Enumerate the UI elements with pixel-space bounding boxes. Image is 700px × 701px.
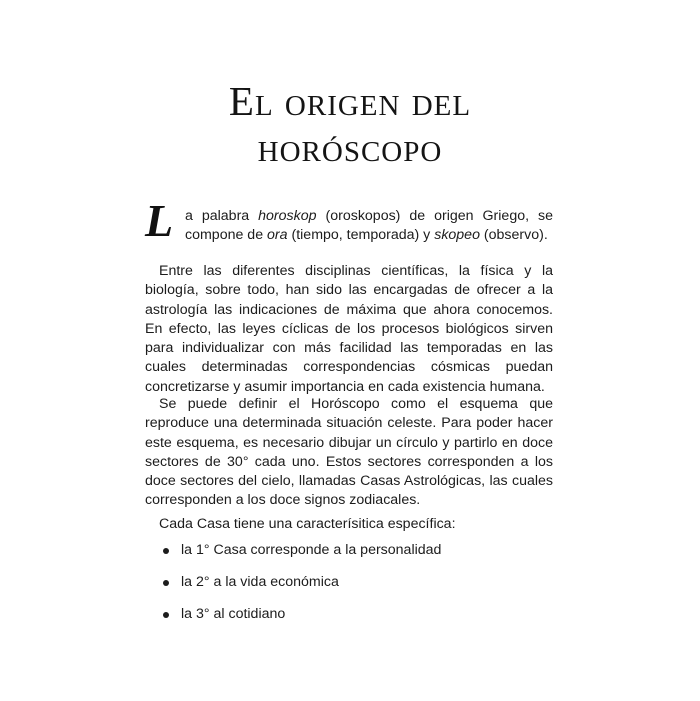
bullet-icon [163, 548, 169, 554]
list-item [160, 573, 540, 592]
intro-text-mid1: (oroskopos) de origen Griego, se compone de [185, 208, 553, 244]
bullet-icon [163, 612, 169, 618]
list-item [160, 605, 540, 624]
list-item-text: la 2° a la vida económica [181, 574, 339, 590]
intro-paragraph [145, 195, 553, 246]
paragraph-disciplines: Entre las diferentes disciplinas científicas, la física y la biología, sobre todo, han sido las encargadas de ofrecer a la astrología las indicaciones de máxima que ahora conocemos. En efecto, las leyes cíclicas de los procesos biológicos sirven para individualizar con más facilidad las temporadas en las cuales determinadas correspondencias cósmicas puedan concretizarse y asumir importancia en cada existencia humana. [145, 263, 553, 395]
intro-text-start: a palabra [185, 208, 259, 224]
dropcap-letter: L [145, 195, 174, 246]
list-item [160, 541, 540, 560]
houses-list [160, 541, 540, 637]
title-line-2: horóscopo [257, 124, 443, 170]
term-skopeo: skopeo [434, 227, 480, 244]
term-horoskop: horoskop [258, 208, 317, 224]
bullet-icon [163, 580, 169, 586]
title-line-1: El origen del [228, 78, 472, 124]
term-ora: ora [267, 227, 288, 244]
paragraph-horoscope-definition: Se puede definir el Horóscopo como el esquema que reproduce una determinada situación celeste. Para poder hacer este esquema, es necesario dibujar un círculo y partirlo en doce sectores de 30° cada uno. Estos sectores corresponden a los doce sectores del cielo, llamadas Casas Astrológicas, las cuales corresponden a los doce signos zodiacales. [145, 396, 553, 509]
page-title [0, 78, 700, 170]
list-item-text: la 3° al cotidiano [181, 606, 286, 622]
intro-text [145, 195, 553, 246]
list-item-text: la 1° Casa corresponde a la personalidad [181, 542, 442, 558]
intro-text-end: (observo). [479, 227, 548, 244]
intro-text-mid2: (tiempo, temporada) y [287, 227, 435, 244]
paragraph-house-intro: Cada Casa tiene una caracterísitica específica: [159, 516, 456, 532]
